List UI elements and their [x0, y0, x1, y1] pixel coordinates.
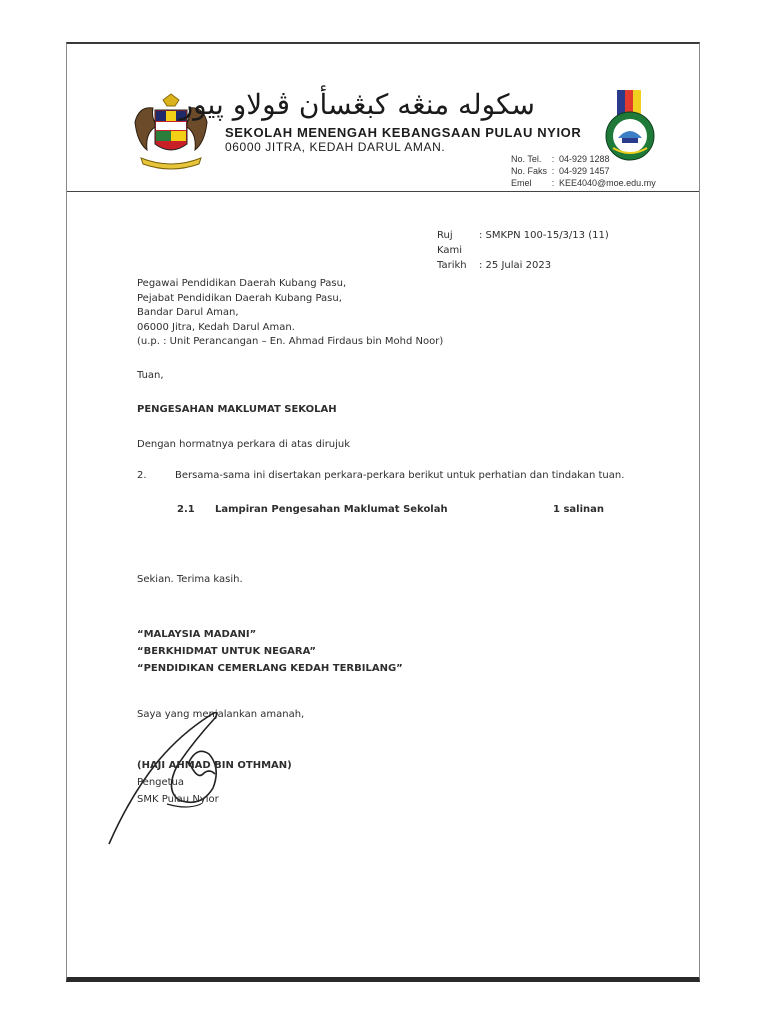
ruj-value: : SMKPN 100-15/3/13 (11): [479, 230, 609, 241]
contact-fax: No. Faks : 04-929 1457: [511, 166, 610, 176]
slogan: “MALAYSIA MADANI”: [137, 629, 257, 640]
slogan: “PENDIDIKAN CEMERLANG KEDAH TERBILANG”: [137, 663, 403, 674]
attachment-item: 2.1 Lampiran Pengesahan Maklumat Sekolah 1 salinan: [177, 504, 604, 515]
letter-subject: PENGESAHAN MAKLUMAT SEKOLAH: [137, 404, 337, 415]
signatory-school: SMK Pulau Nyior: [137, 794, 219, 805]
letter-page: [66, 42, 700, 982]
closing-line: Sekian. Terima kasih.: [137, 574, 243, 585]
recipient-address: Pegawai Pendidikan Daerah Kubang Pasu, Pejabat Pendidikan Daerah Kubang Pasu, Bandar Darul Aman, 06000 Jitra, Kedah Darul Aman. (u.p. : Unit Perancangan – En. Ahmad Firdaus bin Mohd Noor): [137, 278, 444, 347]
tarikh-label: Tarikh: [437, 260, 467, 271]
paragraph-1: Dengan hormatnya perkara di atas dirujuk: [137, 439, 351, 450]
amanah-line: Saya yang menjalankan amanah,: [137, 709, 305, 720]
header-divider: [67, 191, 699, 192]
signatory-name: (HAJI AHMAD BIN OTHMAN): [137, 760, 292, 771]
salutation: Tuan,: [137, 370, 164, 381]
school-address: 06000 JITRA, KEDAH DARUL AMAN.: [225, 140, 446, 154]
slogans: [137, 626, 403, 677]
ruj-label: Ruj Kami: [437, 230, 463, 256]
reference-block: [437, 228, 609, 273]
paragraph-2: 2. Bersama-sama ini disertakan perkara-perkara berikut untuk perhatian dan tindakan tuan.: [137, 470, 625, 481]
tarikh-value: : 25 Julai 2023: [479, 260, 552, 271]
contact-phone: No. Tel. : 04-929 1288: [511, 154, 610, 164]
jawi-school-name: سکوله منڠه کبڠسأن ڤولاو ڽيور: [179, 88, 535, 121]
slogan: “BERKHIDMAT UNTUK NEGARA”: [137, 646, 316, 657]
attachment-qty: 1 salinan: [553, 504, 604, 515]
signatory-title: Pengetua: [137, 777, 185, 788]
school-name: SEKOLAH MENENGAH KEBANGSAAN PULAU NYIOR: [225, 125, 582, 140]
contact-email: Emel : KEE4040@moe.edu.my: [511, 178, 656, 188]
scan-margin: [0, 0, 66, 1024]
contact-block: [511, 153, 656, 189]
